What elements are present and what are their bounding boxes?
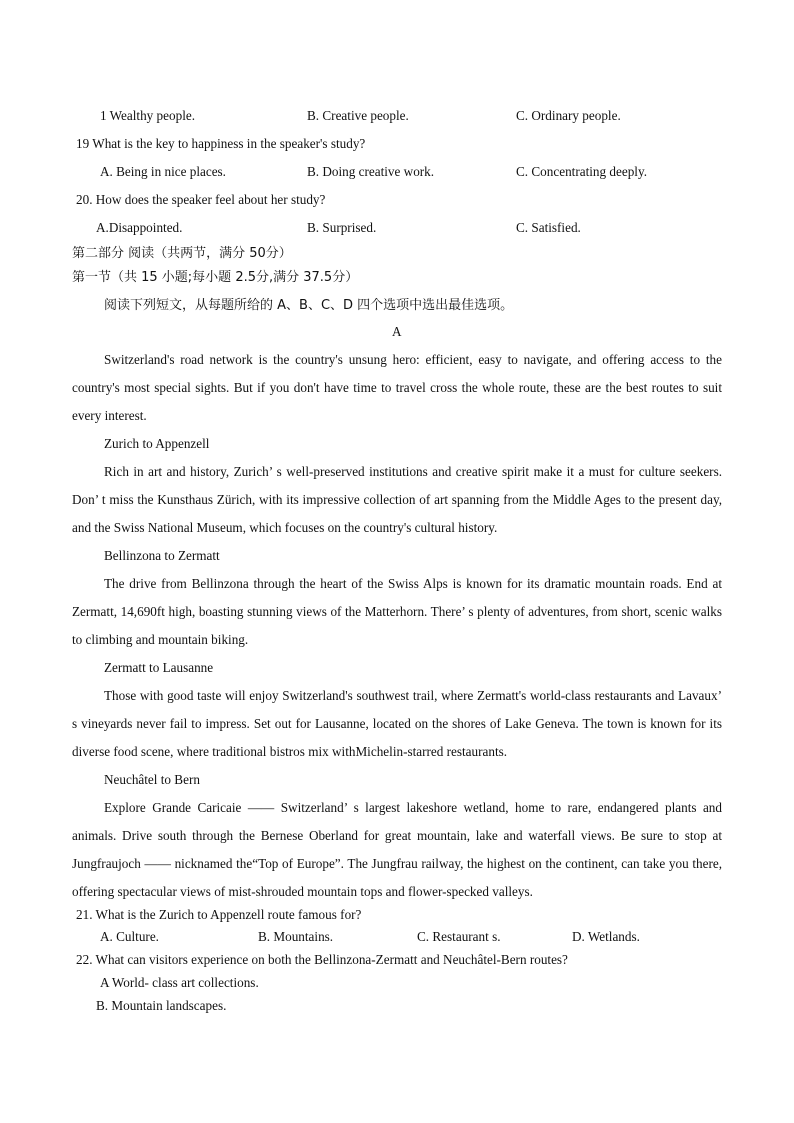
q19-option-a: A. Being in nice places. <box>100 164 226 179</box>
route-heading: Neuchâtel to Bern <box>104 772 200 787</box>
q18-option-c: C. Ordinary people. <box>516 108 621 123</box>
q19-stem: 19 What is the key to happiness in the speaker's study? <box>76 136 366 151</box>
passage-label: A <box>392 324 402 339</box>
q19-option-b: B. Doing creative work. <box>307 164 435 179</box>
q22-option-a: A World- class art collections. <box>100 975 259 990</box>
instruction: 阅读下列短文，从每题所给的 A、B、C、D 四个选项中选出最佳选项。 <box>104 298 514 313</box>
q21-option-d: D. Wetlands. <box>572 929 640 944</box>
q20-stem: 20. How does the speaker feel about her study? <box>76 192 326 207</box>
q21-option-b: B. Mountains. <box>258 929 334 944</box>
route-text: Rich in art and history, Zurich’ s well-preserved institutions and creative spirit make it a must for culture seekers. Don’ t miss the Kunsthaus Zürich, with its impressive collection of art spanning from the Middle Ages to the present day, and the Swiss National Museum, which focuses on the country's cultural history. <box>72 464 722 535</box>
part-title: 第二部分 阅读（共两节，满分 50分） <box>72 246 292 261</box>
q18-option-b: B. Creative people. <box>307 108 409 123</box>
route-heading: Zermatt to Lausanne <box>104 660 214 675</box>
q19-option-c: C. Concentrating deeply. <box>516 164 647 179</box>
q21-option-a: A. Culture. <box>100 929 159 944</box>
q20-option-c: C. Satisfied. <box>516 220 581 235</box>
q21-option-c: C. Restaurant s. <box>417 929 501 944</box>
route-text: Those with good taste will enjoy Switzerland's southwest trail, where Zermatt's world-class restaurants and Lavaux’ s vineyards never fail to impress. Set out for Lausanne, located on the shores of Lake Geneva. The town is known for its diverse food scene, where traditional bistros mix withMichelin-starred restaurants. <box>72 688 722 759</box>
q22-stem: 22. What can visitors experience on both the Bellinzona-Zermatt and Neuchâtel-Bern routes? <box>76 952 568 967</box>
passage-intro: Switzerland's road network is the country's unsung hero: efficient, easy to navigate, and offering access to the country's most special sights. But if you don't have time to travel cross the whole route, these are the best routes to suit every interest. <box>72 352 722 423</box>
route-text: The drive from Bellinzona through the heart of the Swiss Alps is known for its dramatic mountain roads. End at Zermatt, 14,690ft high, boasting stunning views of the Matterhorn. There’ s plenty of adventures, from short, scenic walks to climbing and mountain biking. <box>72 576 722 647</box>
q22-option-b: B. Mountain landscapes. <box>96 998 227 1013</box>
q21-stem: 21. What is the Zurich to Appenzell route famous for? <box>76 907 362 922</box>
q20-option-b: B. Surprised. <box>307 220 377 235</box>
q18-option-a: 1 Wealthy people. <box>100 108 196 123</box>
route-heading: Zurich to Appenzell <box>104 436 210 451</box>
route-text: Explore Grande Caricaie —— Switzerland’ s largest lakeshore wetland, home to rare, endangered plants and animals. Drive south through the Bernese Oberland for great mountain, lake and waterfall views. Be sure to stop at Jungfraujoch —— nicknamed the“Top of Europe”. The Jungfrau railway, the highest on the continent, can take you there, offering spectacular views of mist-shrouded mountain tops and flower-specked valleys. <box>72 800 722 899</box>
q20-option-a: A.Disappointed. <box>96 220 183 235</box>
section-subtitle: 第一节（共 15 小题;每小题 2.5分,满分 37.5分） <box>72 270 359 285</box>
route-heading: Bellinzona to Zermatt <box>104 548 220 563</box>
